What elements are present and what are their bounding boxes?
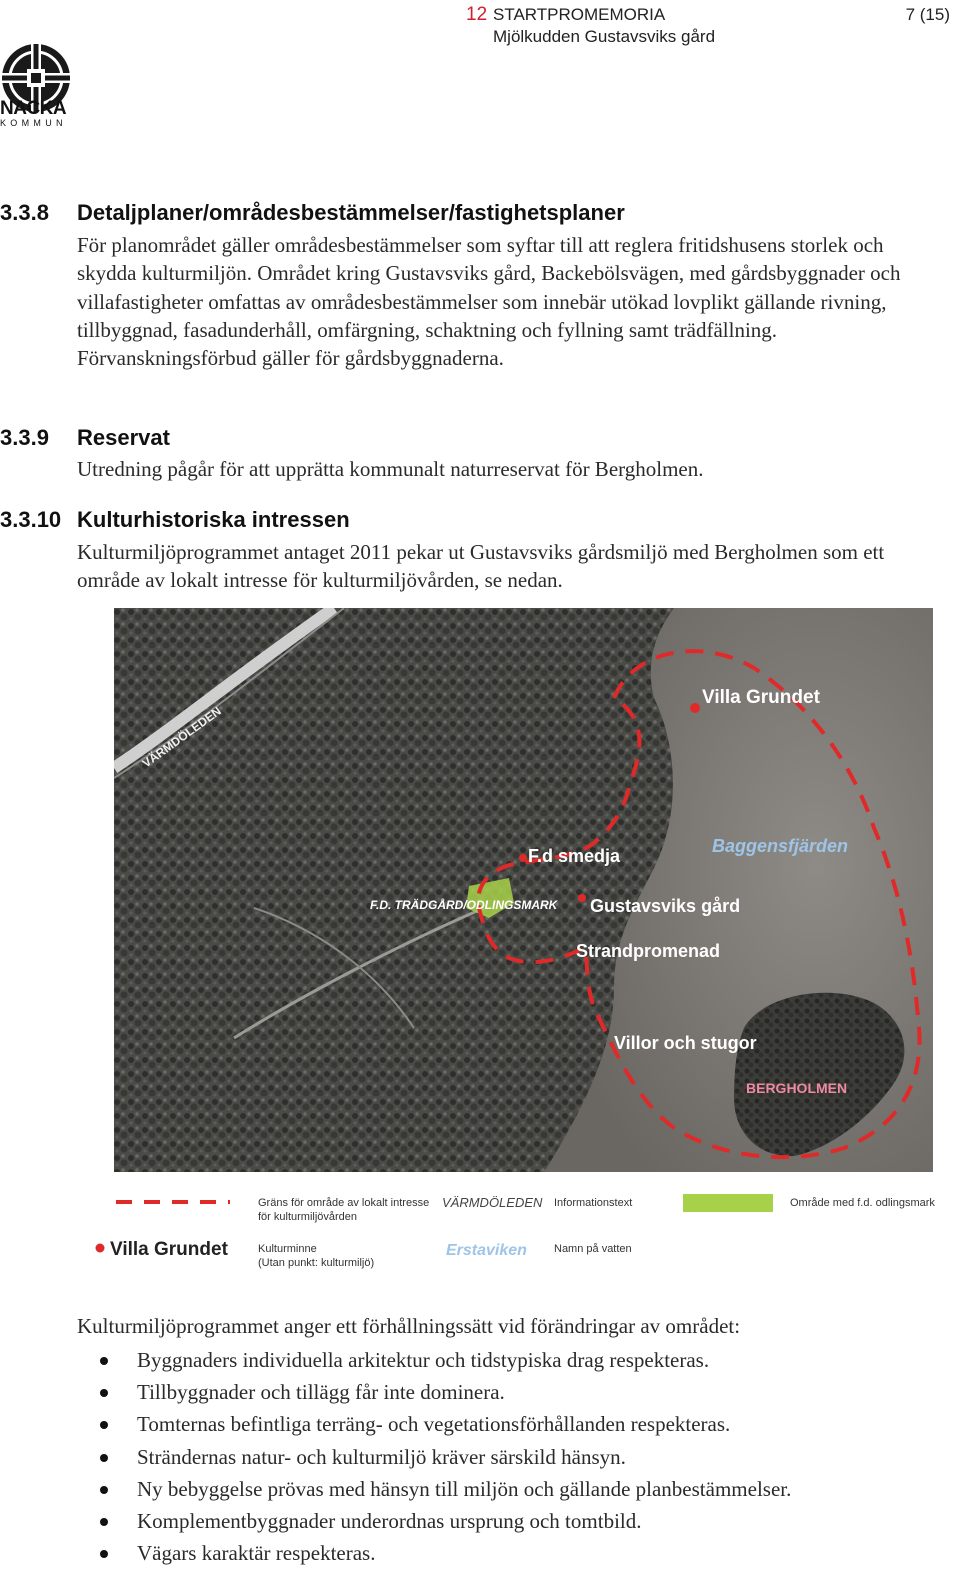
bullets-intro: Kulturmiljöprogrammet anger ett förhållningssätt vid förändringar av området:: [77, 1314, 741, 1338]
section-body: Utredning pågår för att upprätta kommunalt naturreservat för Bergholmen.: [77, 457, 704, 481]
legend-odling-text: Område med f.d. odlingsmark: [790, 1197, 935, 1209]
section-number: 3.3.8: [0, 200, 49, 225]
bullet-icon: [100, 1389, 108, 1397]
logo-name: NACKA: [0, 98, 67, 119]
aerial-map: [114, 608, 933, 1172]
bullet-icon: [100, 1550, 108, 1558]
bullet-icon: [100, 1421, 108, 1429]
legend-info-text: Informationstext: [554, 1197, 633, 1209]
legend-boundary-text: Gräns för område av lokalt intresse: [258, 1197, 430, 1209]
map-label-strandpromenad: Strandpromenad: [576, 941, 721, 961]
map-label-smedja: F.d smedja: [528, 846, 621, 866]
section-title: Kulturhistoriska intressen: [77, 507, 350, 532]
legend-water-text: Namn på vatten: [554, 1243, 632, 1255]
section-body: Kulturmiljöprogrammet antaget 2011 pekar ut Gustavsviks gårdsmiljö med Bergholmen som ett område av lokalt intresse för kulturmiljövården, se nedan.: [77, 540, 885, 593]
kulturminne-dot-icon: [96, 1244, 105, 1253]
bullet-icon: [100, 1454, 108, 1462]
section-number: 3.3.10: [0, 507, 62, 532]
map-label-tradgard: F.D. TRÄDGÅRD/ODLINGSMARK: [370, 898, 558, 912]
legend-kulturminne-text: Kulturminne: [258, 1243, 317, 1255]
map-label-villor: Villor och stugor: [614, 1033, 757, 1053]
page-number: 7 (15): [905, 5, 950, 24]
header-number: 12: [466, 4, 488, 25]
bullet-icon: [100, 1518, 108, 1526]
map-label-bergholmen: BERGHOLMEN: [746, 1080, 848, 1096]
legend-varmdoleden-sample: VÄRMDÖLEDEN: [442, 1195, 543, 1210]
map-legend: [80, 1180, 950, 1290]
legend-boundary-text: för kulturmiljövården: [258, 1211, 358, 1223]
bullet-icon: [100, 1486, 108, 1494]
legend-kulturminne-text: (Utan punkt: kulturmiljö): [258, 1257, 375, 1269]
section-title: Detaljplaner/områdesbestämmelser/fastighetsplaner: [77, 200, 625, 225]
legend-erstaviken-sample: Erstaviken: [446, 1242, 527, 1259]
map-label-gustavsviks: Gustavsviks gård: [590, 896, 741, 916]
section-number: 3.3.9: [0, 425, 49, 450]
map-label-baggensfjarden: Baggensfjärden: [712, 836, 849, 856]
logo-subtitle: KOMMUN: [0, 118, 67, 128]
map-label-varmdoleden: VÄRMDÖLEDEN: [139, 703, 224, 771]
header-title: STARTPROMEMORIA: [493, 5, 666, 24]
map-label-villa-grundet: Villa Grundet: [702, 687, 820, 708]
bullet-icon: [100, 1357, 108, 1365]
section-body: För planområdet gäller områdesbestämmelser som syftar till att reglera fritidshusens storlek och skydda kulturmiljön. Området kring Gustavsviks gård, Backebölsvägen, med gårdsbyggnader och villafastigheter omfattas av områdesbestämmelser som innebär utökad lovplikt gällande rivning, tillbyggnad, fasadunderhåll, omfärgning, schaktning och fyllning samt trädfällning. Förvanskningsförbud gäller för gårdsbyggnaderna.: [77, 233, 901, 371]
legend-villa-sample: Villa Grundet: [110, 1239, 228, 1260]
header-subtitle: Mjölkudden Gustavsviks gård: [493, 27, 716, 46]
odling-legend-swatch: [683, 1194, 773, 1212]
section-title: Reservat: [77, 425, 170, 450]
